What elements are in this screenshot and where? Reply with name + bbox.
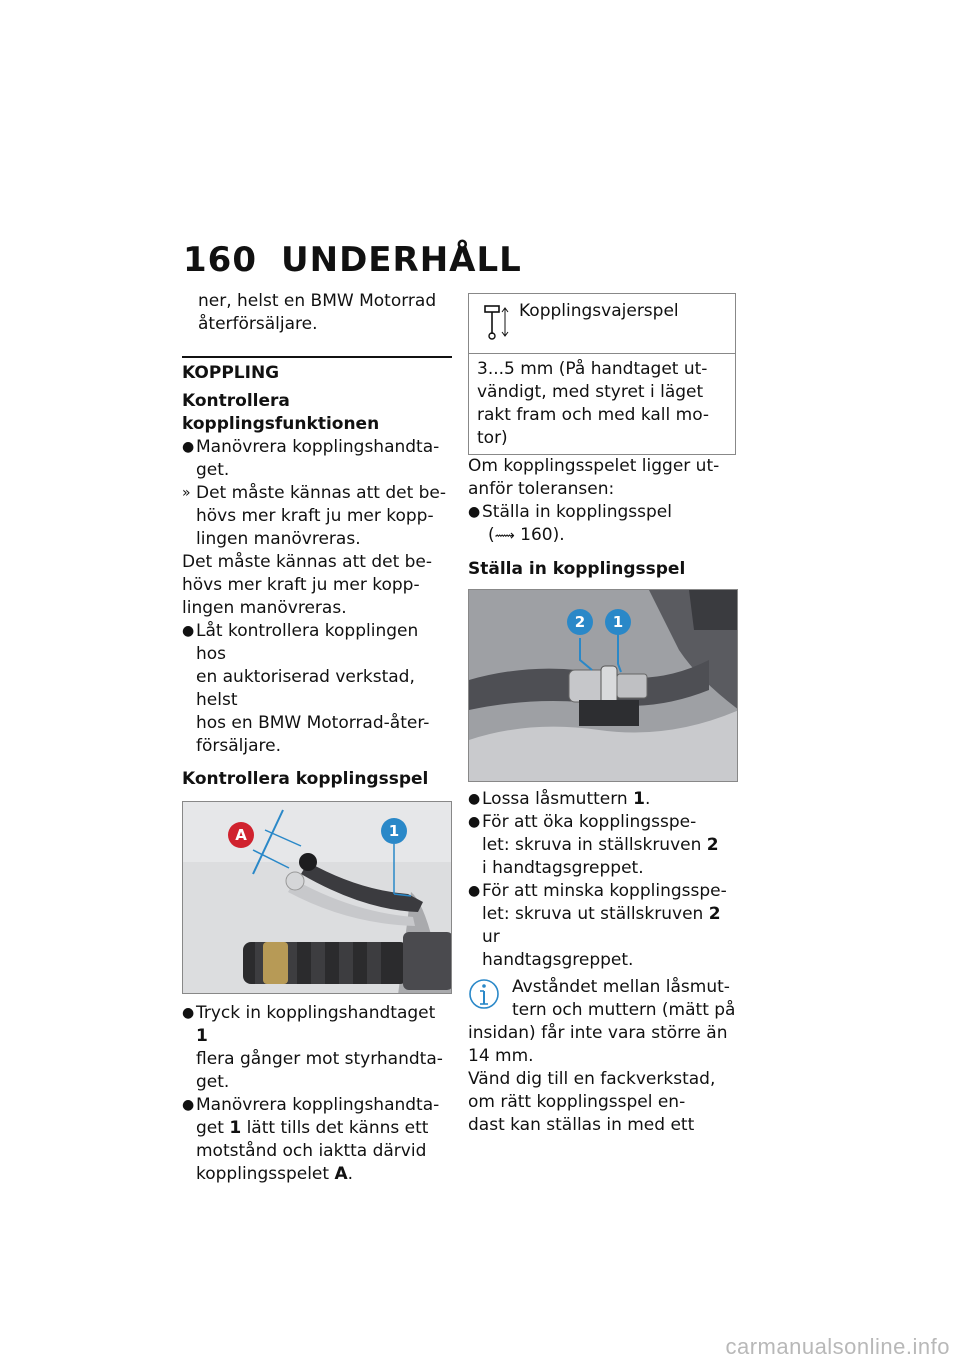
clutch-lever-figure: [182, 801, 452, 994]
clutch-lever-illustration: [183, 802, 452, 994]
adjuster-illustration: [469, 590, 738, 782]
section-title: KOPPLING: [182, 363, 280, 383]
page-reference-arrow-icon: ⟿: [494, 528, 515, 544]
subsection-title-check-play: Kontrollera kopplingsspel: [182, 769, 429, 789]
bullet-icon: ●: [468, 814, 481, 830]
bullet-icon: ●: [468, 883, 481, 899]
chapter-title: UNDERHÅLL: [281, 240, 522, 280]
bullet-icon: ●: [468, 791, 481, 807]
callout-1: 1: [381, 818, 407, 844]
step-press-lever: ● Tryck in kopplingshandtaget 1 flera gånger mot styrhandta- get.: [182, 1003, 443, 1092]
left-column: [182, 290, 452, 1186]
spec-value: 3...5 mm (På handtaget ut- vändigt, med styret i läget rakt fram och med kall mo- tor): [477, 359, 710, 448]
bullet-icon: ●: [182, 1097, 195, 1113]
page-number: 160: [183, 240, 257, 280]
right-column: [468, 293, 740, 1137]
bullet-icon: ●: [468, 504, 481, 520]
bullet-icon: ●: [182, 623, 195, 639]
page-header: [183, 240, 522, 280]
step-increase-play: ● För att öka kopplingsspe- let: skruva in ställskruven 2 i handtagsgreppet.: [468, 812, 719, 878]
step-operate-lever: ● Manövrera kopplingshandta- get.: [182, 437, 440, 480]
callout-a: A: [228, 822, 254, 848]
section-divider: [182, 356, 452, 436]
watermark[interactable]: carmanualsonline.info: [725, 1334, 950, 1359]
result-item: » Det måste kännas att det be- hövs mer kraft ju mer kopp- lingen manövreras.: [182, 483, 447, 549]
measurement-icon: [481, 302, 511, 342]
intro-text: ner, helst en BMW Motorrad återförsäljare.: [198, 291, 437, 334]
paragraph: Det måste kännas att det be- hövs mer kraft ju mer kopp- lingen manövreras.: [182, 552, 433, 618]
info-note: Avståndet mellan låsmut- tern och muttern (mätt på insidan) får inte vara större än 14 mm. Vänd dig till en fackverkstad, om rätt kopplingsspel en- dast kan ställas in med ett: [468, 977, 736, 1135]
step-decrease-play: ● För att minska kopplingsspe- let: skruva ut ställskruven 2 ur handtagsgreppet.: [468, 881, 727, 970]
spec-header: [469, 294, 735, 354]
subsection-title-adjust: Ställa in kopplingsspel: [468, 559, 686, 579]
spec-label: Kopplingsvajerspel: [519, 301, 679, 321]
spec-table: [468, 293, 736, 455]
subsection-title-check-function: Kontrollera kopplingsfunktionen: [182, 391, 380, 434]
callout-2: 2: [567, 609, 593, 635]
bullet-icon: ●: [182, 439, 195, 455]
step-workshop: ● Låt kontrollera kopplingen hos en auktoriserad verkstad, helst hos en BMW Motorrad-åter- försäljare.: [182, 621, 430, 756]
step-loosen-locknut: ● Lossa låsmuttern 1.: [468, 789, 651, 809]
step-operate-lightly: ● Manövrera kopplingshandta- get 1 lätt tills det känns ett motstånd och iaktta därvid kopplingsspelet A.: [182, 1095, 440, 1184]
result-arrow-icon: »: [182, 485, 191, 501]
info-icon: [468, 978, 500, 1012]
adjuster-figure: [468, 589, 738, 782]
callout-1: 1: [605, 609, 631, 635]
paragraph: Om kopplingsspelet ligger ut- anför toleransen:: [468, 456, 720, 499]
bullet-icon: ●: [182, 1005, 195, 1021]
step-adjust-ref: ● Ställa in kopplingsspel (⟿ 160).: [468, 501, 740, 548]
